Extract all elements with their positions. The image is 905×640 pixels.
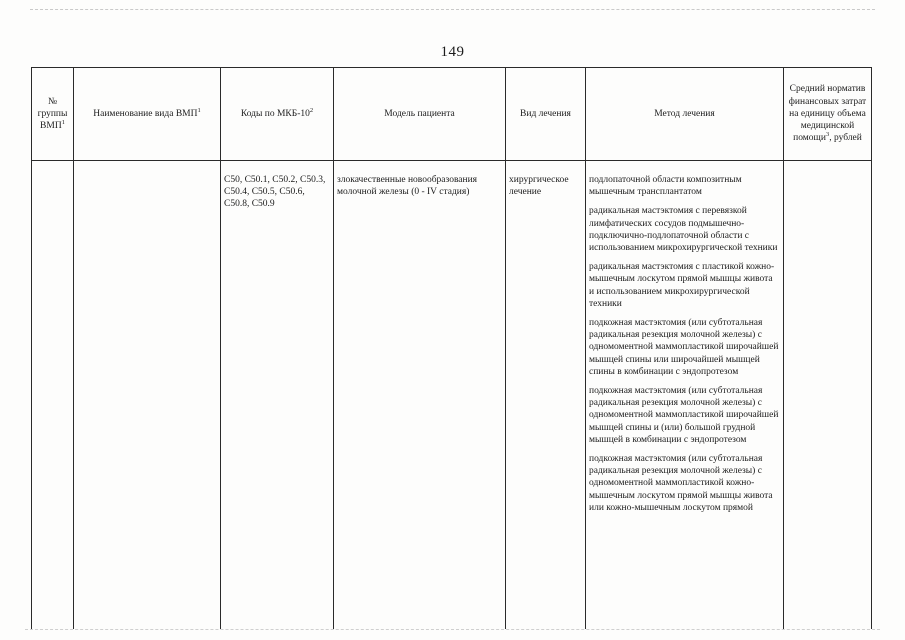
- method-item: подкожная мастэктомия (или субтотальная радикальная резекция молочной железы) с одномоментной маммопластикой широчайшей мышцей спины или широчайшей мышцей спины в комбинации с эндопротезом: [589, 318, 779, 377]
- header-icd-codes: Коды по МКБ-$10^2$: [221, 68, 334, 161]
- cell-treatment-type: хирургическое лечение: [506, 161, 586, 630]
- cell-treatment-methods: [586, 161, 784, 630]
- header-cost-norm: Средний норматив финансовых затрат на единицу объема медицинской помощи$^3$, рублей: [784, 68, 872, 161]
- method-item: подлопаточной области композитным мышечным трансплантатом: [589, 175, 742, 198]
- scan-edge-bottom: [25, 629, 880, 630]
- vmp-table: [31, 67, 872, 629]
- header-patient-model: Модель пациента: [334, 68, 506, 161]
- cell-patient-model: злокачественные новообразования молочной железы (0 - IV стадия): [334, 161, 506, 630]
- page-number: 149: [440, 44, 465, 60]
- method-item: подкожная мастэктомия (или субтотальная радикальная резекция молочной железы) с одномоментной маммопластикой широчайшей мышцей спины и (или) большой грудной мышцей в комбинации с эндопротезом: [589, 386, 779, 445]
- cell-group-number: [32, 161, 74, 630]
- method-item: радикальная мастэктомия с перевязкой лимфатических сосудов подмышечно-подключично-подлопаточной области с использованием микрохирургической техники: [589, 206, 778, 254]
- table-header-row: [32, 68, 872, 161]
- method-item: подкожная мастэктомия (или субтотальная радикальная резекция молочной железы) с одномоментной маммопластикой кожно-мышечным лоскутом прямой мышцы живота или кожно-мышечным лоскутом прямой: [589, 454, 773, 513]
- method-item: радикальная мастэктомия с пластикой кожно-мышечным лоскутом прямой мышцы живота и использованием микрохирургической техники: [589, 262, 775, 309]
- cell-vmp-name: [74, 161, 221, 630]
- header-vmp-name: Наименование вида ВМП$^1$: [74, 68, 221, 161]
- cell-cost-norm: [784, 161, 872, 630]
- table-row: [32, 161, 872, 630]
- header-treatment-method: Метод лечения: [586, 68, 784, 161]
- header-group-number: № группы ВМП$^1$: [32, 68, 74, 161]
- scan-edge-top: [30, 9, 875, 10]
- header-treatment-type: Вид лечения: [506, 68, 586, 161]
- cell-icd-codes: C50, C50.1, C50.2, C50.3, C50.4, C50.5, C50.6, C50.8, C50.9: [221, 161, 334, 630]
